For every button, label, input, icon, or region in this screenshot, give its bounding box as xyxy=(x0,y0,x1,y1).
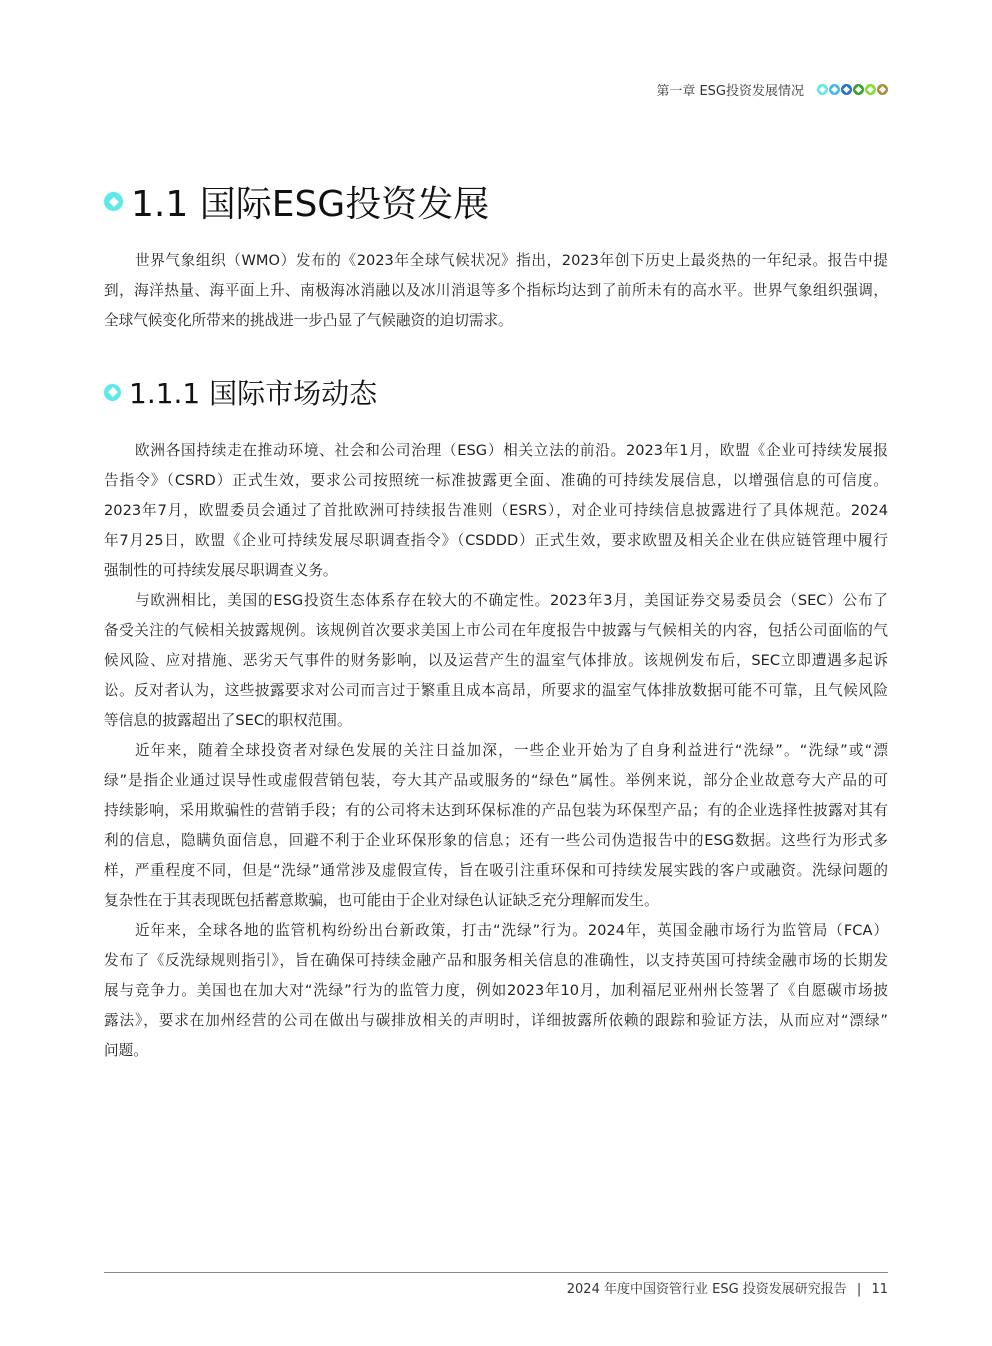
text-line: 近年来，全球各地的监管机构纷纷出台新政策，打击“洗绿”行为。2024年，英国金融市场行为监管局（FCA） xyxy=(135,922,888,939)
paragraph xyxy=(104,736,888,916)
text-line: 欧洲各国持续走在推动环境、社会和公司治理（ESG）相关立法的前沿。2023年1月，欧盟《企业可持续发展报 xyxy=(135,442,888,459)
heading-bullet-icon xyxy=(104,384,121,401)
running-header xyxy=(656,80,888,99)
text-line: 持续影响，采用欺骗性的营销手段；有的公司将未达到环保标准的产品包装为环保型产品；有的企业选择性披露对其有 xyxy=(104,802,888,819)
text-line: 备受关注的气候相关披露规例。该规例首次要求美国上市公司在年度报告中披露与气候相关的内容，包括公司面临的气 xyxy=(104,622,888,639)
section-heading xyxy=(104,176,489,227)
text-line: 告指令》（CSRD）正式生效，要求公司按照统一标准披露更全面、准确的可持续发展信息，以增强信息的可信度。 xyxy=(104,472,888,489)
text-line: 复杂性在于其表现既包括蓄意欺骗，也可能由于企业对绿色认证缺乏充分理解而发生。 xyxy=(104,892,659,909)
text-line: 讼。反对者认为，这些披露要求对公司而言过于繁重且成本高昂，所要求的温室气体排放数据可能不可靠，且气候风险 xyxy=(104,682,888,699)
paragraph xyxy=(104,246,888,336)
text-line: 绿”是指企业通过误导性或虚假营销包装，夸大其产品或服务的“绿色”属性。举例来说，部分企业故意夸大产品的可 xyxy=(104,772,888,789)
text-line: 与欧洲相比，美国的ESG投资生态体系存在较大的不确定性。2023年3月，美国证券交易委员会（SEC）公布了 xyxy=(135,592,888,609)
text-line: 到，海洋热量、海平面上升、南极海冰消融以及冰川消退等多个指标均达到了前所未有的高水平。世界气象组织强调， xyxy=(104,282,888,299)
chapter-title: 第一章 ESG投资发展情况 xyxy=(656,84,804,99)
dot-icon xyxy=(865,84,876,95)
intro-paragraph xyxy=(104,246,888,336)
paragraph xyxy=(104,436,888,586)
text-line: 展与竞争力。美国也在加大对“洗绿”行为的监管力度，例如2023年10月，加利福尼亚州州长签署了《自愿碳市场披 xyxy=(104,982,888,999)
heading-bullet-icon xyxy=(104,192,123,211)
paragraph xyxy=(104,586,888,736)
page-number: 11 xyxy=(871,1282,888,1297)
decorative-dots-icon xyxy=(816,84,888,95)
section-title: 1.1 国际ESG投资发展 xyxy=(131,184,490,225)
footer-separator: | xyxy=(856,1282,862,1297)
dot-icon xyxy=(817,84,828,95)
text-line: 发布了《反洗绿规则指引》，旨在确保可持续金融产品和服务相关信息的准确性，以支持英国可持续金融市场的长期发 xyxy=(104,952,888,969)
subsection-heading xyxy=(104,372,377,412)
text-line: 问题。 xyxy=(104,1042,148,1059)
text-line: 强制性的可持续发展尽职调查义务。 xyxy=(104,562,338,579)
dot-icon xyxy=(841,84,852,95)
dot-icon xyxy=(829,84,840,95)
subsection-title: 1.1.1 国际市场动态 xyxy=(129,377,378,410)
footer-divider xyxy=(104,1272,888,1273)
dot-icon xyxy=(853,84,864,95)
paragraph xyxy=(104,916,888,1066)
text-line: 等信息的披露超出了SEC的职权范围。 xyxy=(104,712,352,729)
dot-icon xyxy=(877,84,888,95)
text-line: 露法》，要求在加州经营的公司在做出与碳排放相关的声明时，详细披露所依赖的跟踪和验证方法，从而应对“漂绿” xyxy=(104,1012,888,1029)
running-footer xyxy=(567,1278,888,1297)
text-line: 世界气象组织（WMO）发布的《2023年全球气候状况》指出，2023年创下历史上最炎热的一年纪录。报告中提 xyxy=(135,252,888,269)
report-title: 2024 年度中国资管行业 ESG 投资发展研究报告 xyxy=(566,1282,847,1297)
text-line: 样，严重程度不同，但是“洗绿”通常涉及虚假宣传，旨在吸引注重环保和可持续发展实践的客户或融资。洗绿问题的 xyxy=(104,862,888,879)
text-line: 近年来，随着全球投资者对绿色发展的关注日益加深，一些企业开始为了自身利益进行“洗绿”。“洗绿”或“漂 xyxy=(135,742,888,759)
text-line: 全球气候变化所带来的挑战进一步凸显了气候融资的迫切需求。 xyxy=(104,312,513,329)
text-line: 2023年7月，欧盟委员会通过了首批欧洲可持续报告准则（ESRS），对企业可持续信息披露进行了具体规范。2024 xyxy=(104,502,888,519)
subsection-body xyxy=(104,436,888,1066)
text-line: 候风险、应对措施、恶劣天气事件的财务影响，以及运营产生的温室气体排放。该规例发布后，SEC立即遭遇多起诉 xyxy=(104,652,888,669)
text-line: 利的信息，隐瞒负面信息，回避不利于企业环保形象的信息；还有一些公司伪造报告中的ESG数据。这些行为形式多 xyxy=(104,832,888,849)
text-line: 年7月25日，欧盟《企业可持续发展尽职调查指令》（CSDDD）正式生效，要求欧盟及相关企业在供应链管理中履行 xyxy=(104,532,888,549)
